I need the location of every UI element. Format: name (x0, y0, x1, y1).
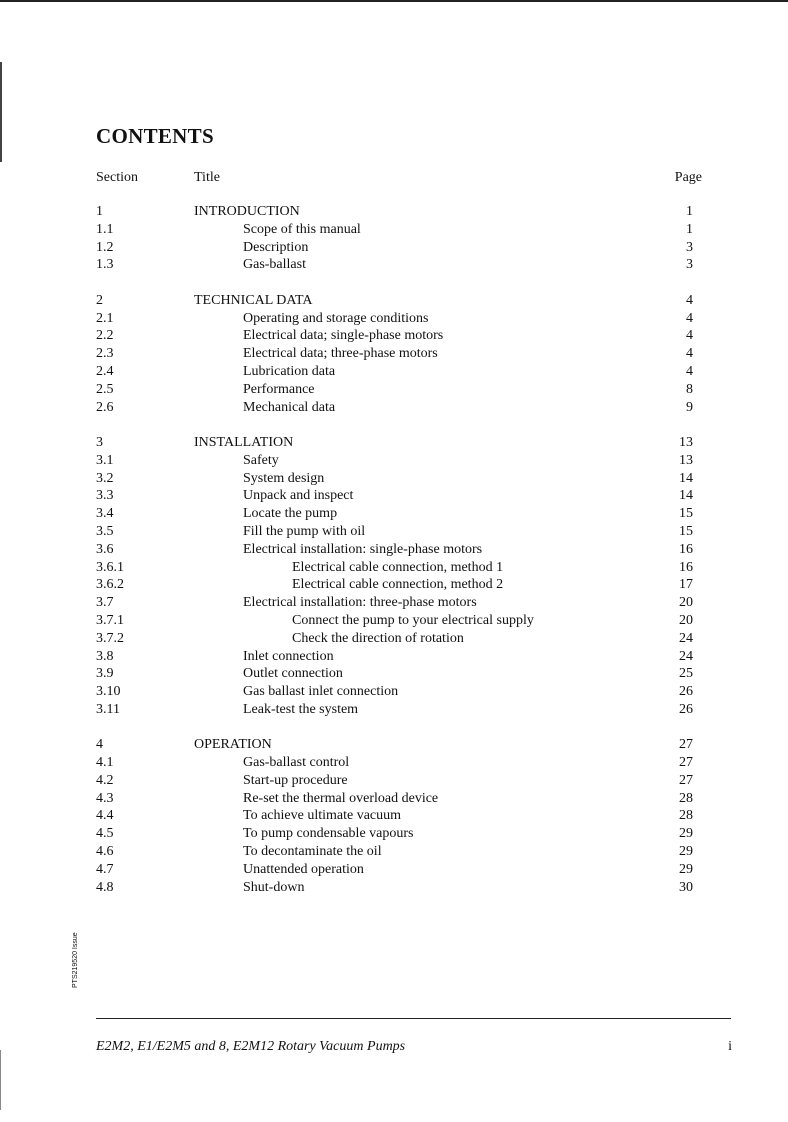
top-border (0, 0, 788, 2)
entry-section-number: 1.2 (96, 239, 114, 255)
entry-title: Gas ballast inlet connection (243, 684, 399, 700)
entry-section-number: 1.1 (96, 221, 114, 237)
entry-page-number: 24 (679, 630, 693, 646)
toc-entry[interactable] (0, 399, 788, 417)
entry-page-number: 14 (679, 470, 693, 486)
toc-entry[interactable] (0, 452, 788, 470)
entry-title: Unattended operation (243, 861, 364, 877)
entry-section-number: 4.2 (96, 772, 114, 788)
entry-page-number: 4 (686, 346, 693, 362)
entry-title: Check the direction of rotation (292, 630, 464, 646)
column-header-page: Page (674, 170, 702, 185)
entry-section-number: 3 (96, 434, 103, 450)
entry-title: TECHNICAL DATA (194, 292, 313, 308)
toc-entry[interactable] (0, 665, 788, 683)
left-margin-mark-lower (0, 1050, 1, 1110)
toc-entry[interactable] (0, 310, 788, 328)
toc-entry[interactable] (0, 541, 788, 559)
entry-page-number: 4 (686, 310, 693, 326)
toc-entry[interactable] (0, 505, 788, 523)
entry-section-number: 1 (96, 204, 103, 219)
entry-title: Outlet connection (243, 666, 343, 682)
entry-page-number: 26 (679, 701, 693, 717)
entry-page-number: 9 (686, 399, 693, 415)
entry-section-number: 4.8 (96, 879, 114, 895)
entry-page-number: 25 (679, 666, 693, 682)
entry-section-number: 3.9 (96, 666, 114, 682)
toc-entry[interactable] (0, 327, 788, 345)
entry-section-number: 3.4 (96, 506, 114, 522)
entry-title: Leak-test the system (243, 701, 359, 717)
toc-entry[interactable] (0, 221, 788, 239)
toc-entry[interactable] (0, 612, 788, 630)
entry-page-number: 15 (679, 523, 693, 539)
entry-title: Electrical data; three-phase motors (243, 346, 438, 362)
entry-page-number: 1 (686, 204, 693, 219)
entry-section-number: 3.1 (96, 452, 114, 468)
toc-entry[interactable] (0, 256, 788, 274)
entry-title: Fill the pump with oil (243, 523, 366, 539)
document-code: PTS219520 Issue (72, 932, 79, 988)
toc-entry[interactable] (0, 576, 788, 594)
entry-section-number: 4.3 (96, 790, 114, 806)
entry-section-number: 4.6 (96, 844, 114, 860)
entry-page-number: 14 (679, 488, 693, 504)
entry-page-number: 29 (679, 844, 693, 860)
entry-section-number: 1.3 (96, 257, 114, 273)
toc-entry[interactable] (0, 879, 788, 897)
entry-title: To achieve ultimate vacuum (243, 808, 402, 824)
entry-section-number: 4 (96, 737, 103, 753)
entry-title: INTRODUCTION (194, 204, 300, 219)
entry-section-number: 2.2 (96, 328, 114, 344)
entry-section-number: 2.3 (96, 346, 114, 362)
entry-title: To decontaminate the oil (243, 844, 382, 860)
toc-entry[interactable] (0, 648, 788, 666)
toc-group (0, 736, 788, 896)
entry-page-number: 16 (679, 559, 693, 575)
entry-section-number: 3.6.1 (96, 559, 124, 575)
toc-entry[interactable] (0, 381, 788, 399)
entry-page-number: 16 (679, 541, 693, 557)
entry-title: Connect the pump to your electrical supply (292, 612, 534, 628)
entry-title: OPERATION (194, 737, 272, 753)
entry-page-number: 4 (686, 328, 693, 344)
column-header-section: Section (96, 170, 138, 185)
entry-title: Start-up procedure (243, 772, 348, 788)
toc-entry[interactable] (0, 470, 788, 488)
entry-title: Electrical cable connection, method 1 (292, 559, 504, 575)
entry-section-number: 3.10 (96, 684, 121, 700)
entry-section-number: 2.6 (96, 399, 114, 415)
toc-entry[interactable] (0, 630, 788, 648)
entry-section-number: 4.5 (96, 826, 114, 842)
entry-page-number: 3 (686, 239, 693, 255)
entry-title: Locate the pump (243, 506, 338, 522)
entry-title: System design (243, 470, 325, 486)
entry-title: Electrical installation: three-phase motors (243, 595, 477, 611)
entry-title: Unpack and inspect (243, 488, 354, 504)
entry-page-number: 13 (679, 452, 693, 468)
entry-title: INSTALLATION (194, 434, 294, 450)
page-title: CONTENTS (96, 124, 214, 148)
entry-section-number: 3.7 (96, 595, 114, 611)
footer-title: E2M2, E1/E2M5 and 8, E2M12 Rotary Vacuum Pumps (96, 1039, 406, 1054)
entry-page-number: 30 (679, 879, 693, 895)
entry-title: Electrical installation: single-phase motors (243, 541, 483, 557)
entry-title: Lubrication data (243, 363, 336, 379)
entry-section-number: 4.4 (96, 808, 114, 824)
entry-section-number: 3.8 (96, 648, 114, 664)
toc-entry[interactable] (0, 594, 788, 612)
entry-section-number: 2.5 (96, 381, 114, 397)
entry-page-number: 29 (679, 826, 693, 842)
entry-title: Scope of this manual (243, 221, 361, 237)
table-of-contents (0, 203, 788, 914)
toc-entry[interactable] (0, 861, 788, 879)
entry-page-number: 17 (679, 577, 693, 593)
entry-page-number: 4 (686, 292, 693, 308)
entry-title: Safety (243, 452, 279, 468)
entry-section-number: 3.3 (96, 488, 114, 504)
entry-title: To pump condensable vapours (243, 826, 414, 842)
toc-entry[interactable] (0, 203, 788, 221)
entry-page-number: 20 (679, 595, 693, 611)
entry-title: Gas-ballast (243, 257, 306, 273)
entry-title: Mechanical data (243, 399, 336, 415)
toc-entry[interactable] (0, 239, 788, 257)
entry-title: Shut-down (243, 879, 305, 895)
footer-page-number: i (728, 1039, 732, 1054)
entry-title: Performance (243, 381, 315, 397)
column-header-title: Title (194, 170, 220, 185)
entry-section-number: 3.5 (96, 523, 114, 539)
entry-section-number: 2.4 (96, 363, 114, 379)
toc-group (0, 292, 788, 417)
toc-entry[interactable] (0, 807, 788, 825)
entry-page-number: 24 (679, 648, 693, 664)
entry-page-number: 8 (686, 381, 693, 397)
entry-page-number: 28 (679, 790, 693, 806)
entry-section-number: 2.1 (96, 310, 114, 326)
entry-section-number: 3.2 (96, 470, 114, 486)
left-margin-mark (0, 62, 2, 162)
toc-entry[interactable] (0, 683, 788, 701)
toc-entry[interactable] (0, 825, 788, 843)
toc-entry[interactable] (0, 754, 788, 772)
entry-page-number: 3 (686, 257, 693, 273)
toc-entry[interactable] (0, 843, 788, 861)
toc-entry[interactable] (0, 363, 788, 381)
entry-page-number: 26 (679, 684, 693, 700)
toc-group (0, 434, 788, 719)
toc-entry[interactable] (0, 345, 788, 363)
entry-page-number: 27 (679, 755, 693, 771)
entry-page-number: 13 (679, 434, 693, 450)
entry-page-number: 4 (686, 363, 693, 379)
footer-rule (96, 1018, 731, 1019)
toc-entry[interactable] (0, 790, 788, 808)
toc-entry[interactable] (0, 736, 788, 754)
toc-group (0, 203, 788, 274)
entry-section-number: 3.7.1 (96, 612, 124, 628)
entry-section-number: 3.11 (96, 701, 120, 717)
entry-title: Description (243, 239, 309, 255)
entry-title: Inlet connection (243, 648, 334, 664)
entry-section-number: 3.7.2 (96, 630, 124, 646)
entry-page-number: 1 (686, 221, 693, 237)
entry-title: Electrical cable connection, method 2 (292, 577, 504, 593)
entry-title: Re-set the thermal overload device (243, 790, 439, 806)
toc-entry[interactable] (0, 292, 788, 310)
toc-entry[interactable] (0, 559, 788, 577)
entry-page-number: 20 (679, 612, 693, 628)
entry-title: Operating and storage conditions (243, 310, 429, 326)
toc-entry[interactable] (0, 772, 788, 790)
entry-page-number: 15 (679, 506, 693, 522)
entry-section-number: 4.1 (96, 755, 114, 771)
entry-page-number: 28 (679, 808, 693, 824)
entry-section-number: 3.6 (96, 541, 114, 557)
entry-page-number: 27 (679, 737, 693, 753)
entry-page-number: 29 (679, 861, 693, 877)
entry-section-number: 2 (96, 292, 103, 308)
toc-entry[interactable] (0, 434, 788, 452)
entry-section-number: 4.7 (96, 861, 114, 877)
toc-entry[interactable] (0, 487, 788, 505)
entry-section-number: 3.6.2 (96, 577, 124, 593)
entry-title: Electrical data; single-phase motors (243, 328, 444, 344)
entry-page-number: 27 (679, 772, 693, 788)
toc-entry[interactable] (0, 701, 788, 719)
entry-title: Gas-ballast control (243, 755, 350, 771)
toc-entry[interactable] (0, 523, 788, 541)
